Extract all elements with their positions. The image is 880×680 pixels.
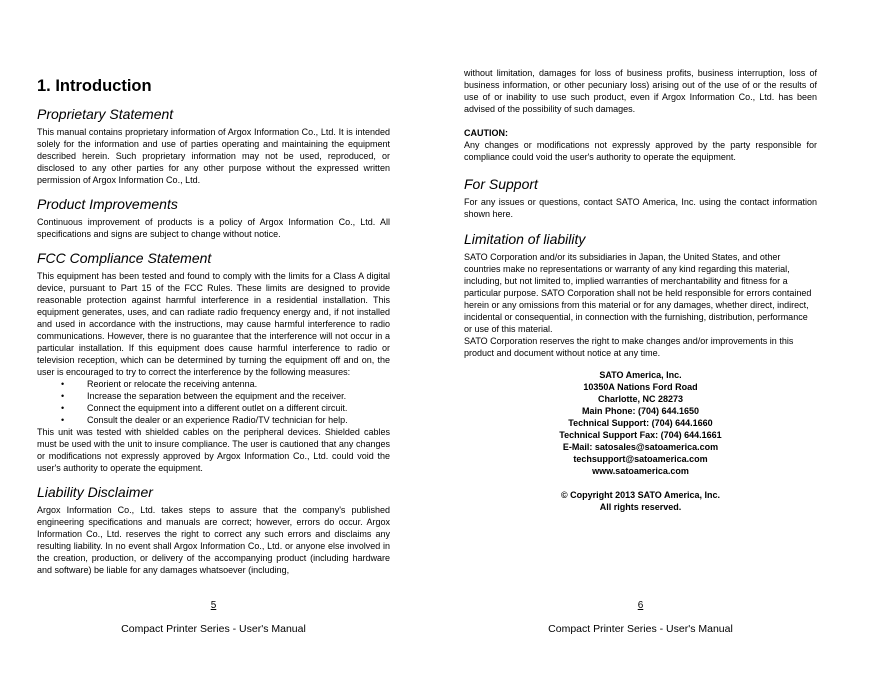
company-name: SATO America, Inc. — [599, 370, 682, 380]
copyright: © Copyright 2013 SATO America, Inc. — [560, 490, 720, 500]
limitation-text: SATO Corporation and/or its subsidiaries in Japan, the United States, and other countries make no representations or warranty of any kind regarding this material, including, but not limited to, implied warranties of merchantability and fitness for a particular purpose. SATO Corporation shall not be held responsible for errors contained herein or any omissions from this material or for any damages, whether direct, indirect, incidental or consequential, in connection with the furnishing, distribution, performance or use of this material. — [464, 252, 812, 334]
improvements-heading: Product Improvements — [37, 196, 178, 212]
website: www.satoamerica.com — [592, 466, 689, 476]
liability-continuation-text: without limitation, damages for loss of business profits, business interruption, loss of business information, or other pecuniary loss) arising out of the use of or the results of use of or inability to use such product, even if Argox Information Co., Ltd. has been advised of the possibility of such damages. — [464, 68, 817, 114]
page-footer: Compact Printer Series - User's Manual — [121, 623, 306, 635]
caution-text: Any changes or modifications not expressly approved by the party responsible for compliance could void the user's authority to operate the equipment. — [464, 140, 817, 162]
right-page — [464, 0, 817, 680]
page-number: 6 — [637, 600, 644, 611]
limitation-heading: Limitation of liability — [464, 231, 586, 247]
proprietary-heading: Proprietary Statement — [37, 106, 174, 122]
left-page-content — [37, 76, 390, 576]
fcc-shielded-text: This unit was tested with shielded cables on the peripheral devices. Shielded cables must be used with the unit to insure compliance. The user is cautioned that any changes or modifications not expressly approved by Argox Information Co., Ltd. could void the user's authority to operate the equipment. — [37, 427, 390, 473]
main-phone: Main Phone: (704) 644.1650 — [581, 406, 700, 416]
proprietary-text: This manual contains proprietary information of Argox Information Co., Ltd. It is intended solely for the information and use of parties operating and maintaining the equipment described herein. Such proprietary information may not be used, reproduced, or disclosed to any other parties for any other purpose without the expressed written permission of Argox Information Co., Ltd. — [37, 127, 390, 185]
list-item: • Reorient or relocate the receiving antenna. — [87, 378, 390, 390]
fcc-measures-list — [37, 378, 390, 426]
sales-email: E-Mail: satosales@satoamerica.com — [562, 442, 719, 452]
improvements-text: Continuous improvement of products is a policy of Argox Information Co., Ltd. All specifications and signs are subject to change without notice. — [37, 217, 390, 239]
street-address: 10350A Nations Ford Road — [583, 382, 698, 392]
fcc-heading: FCC Compliance Statement — [37, 250, 212, 266]
chapter-heading: 1. Introduction — [37, 77, 152, 95]
tech-support-phone: Technical Support: (704) 644.1660 — [568, 418, 713, 428]
left-page — [37, 0, 390, 680]
list-item: • Connect the equipment into a different outlet on a different circuit. — [87, 402, 390, 414]
page-number: 5 — [210, 600, 217, 611]
liability-text: Argox Information Co., Ltd. takes steps to assure that the company's published engineering specifications and manuals are correct; however, errors do occur. Argox Information Co., Ltd. reserves the right to correct any such errors and disclaims any resulting liability. In no event shall Argox Information Co., Ltd. or anyone else involved in the creation, production, or delivery of the accompanying product (including hardware and software) be liable for any damages whatsoever (including, — [37, 505, 390, 575]
city-state-zip: Charlotte, NC 28273 — [597, 394, 684, 404]
support-heading: For Support — [464, 176, 538, 192]
tech-support-fax: Technical Support Fax: (704) 644.1661 — [559, 430, 722, 440]
contact-block — [464, 369, 817, 513]
rights-reserved: All rights reserved. — [599, 502, 682, 512]
liability-heading: Liability Disclaimer — [37, 484, 153, 500]
support-text: For any issues or questions, contact SATO America, Inc. using the contact information shown here. — [464, 197, 817, 219]
right-page-content — [464, 67, 817, 513]
list-item: • Consult the dealer or an experience Radio/TV technician for help. — [87, 414, 390, 426]
page-footer: Compact Printer Series - User's Manual — [548, 623, 733, 635]
list-item: • Increase the separation between the equipment and the receiver. — [87, 390, 390, 402]
limitation-text-2: SATO Corporation reserves the right to make changes and/or improvements in this product and document without notice at any time. — [464, 336, 794, 358]
caution-label: CAUTION: — [464, 128, 508, 138]
fcc-text: This equipment has been tested and found to comply with the limits for a Class A digital device, pursuant to Part 15 of the FCC Rules. These limits are designed to provide reasonable protection against harmful interference in a residential installation. This equipment generates, uses, and can radiate radio frequency energy and, if not installed and used in accordance with the instructions, may cause harmful interference to radio communications. However, there is no guarantee that the interference will not occur in a particular installation. If this equipment does cause harmful interference to radio or television reception, which can be determined by turning the equipment off and on, the user is encouraged to try to correct the interference by the following measures: — [37, 271, 390, 377]
support-email: techsupport@satoamerica.com — [573, 454, 708, 464]
